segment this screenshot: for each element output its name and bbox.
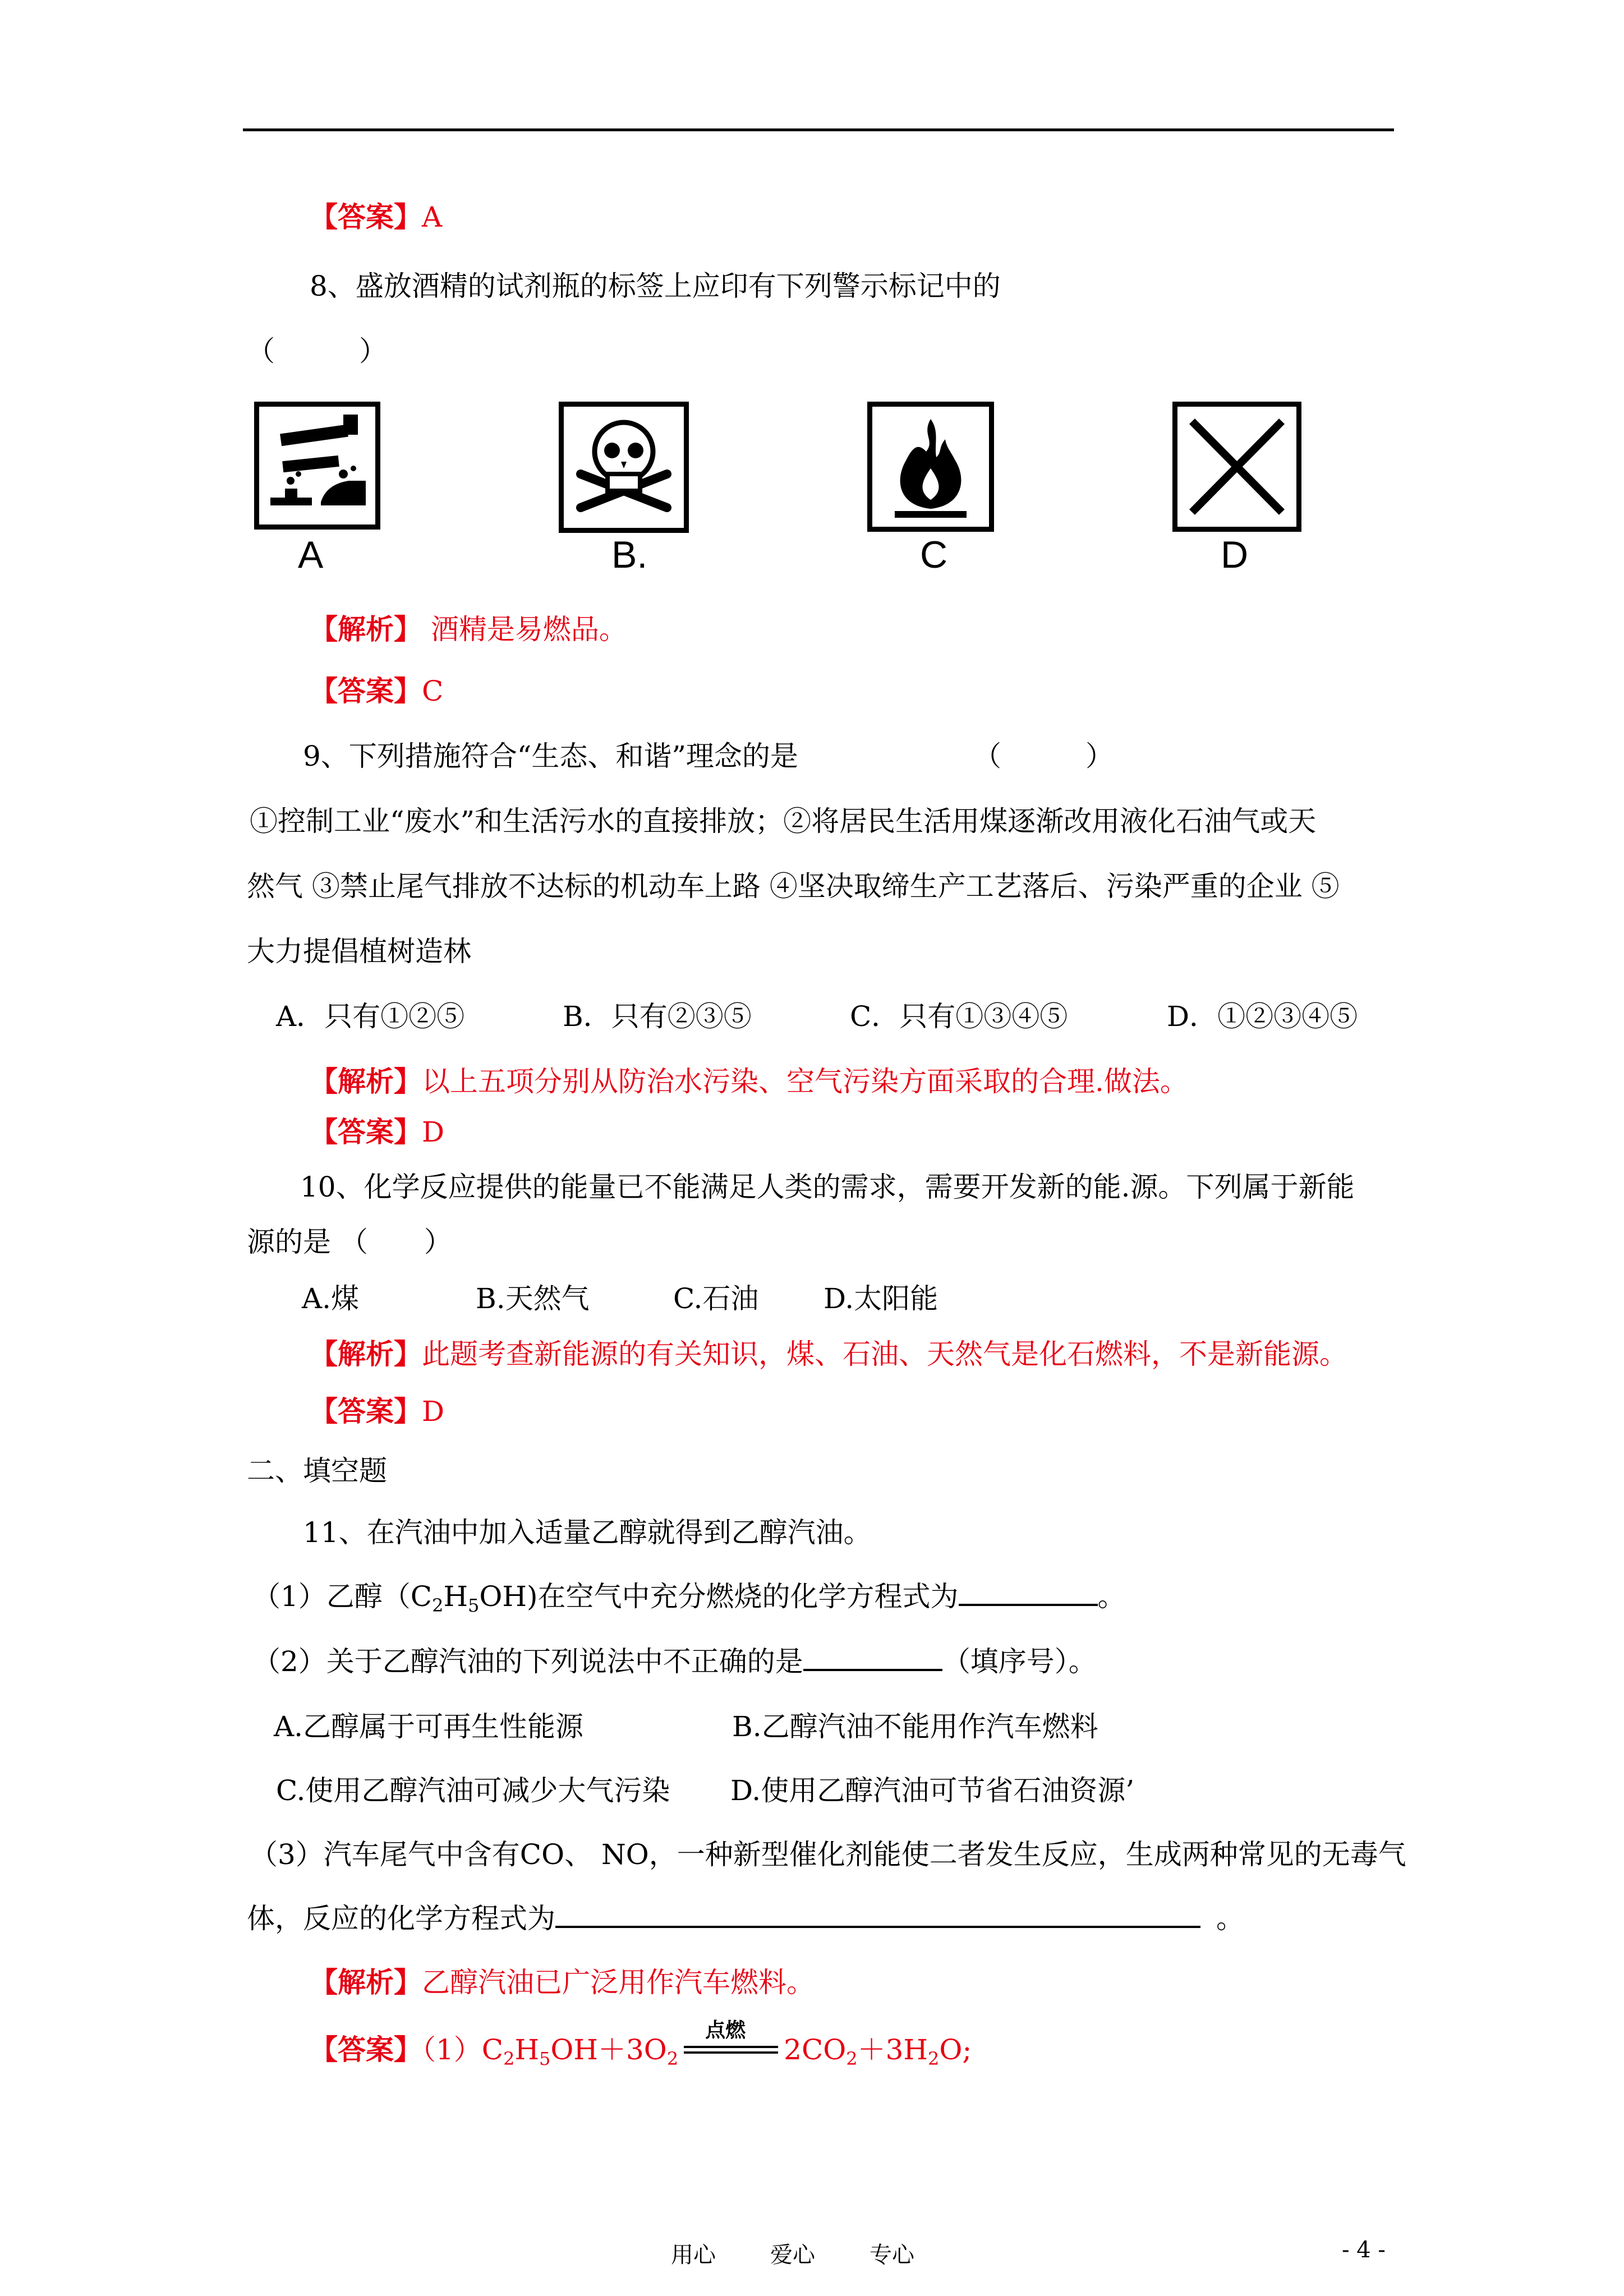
harmful-x-icon bbox=[1177, 407, 1296, 527]
option-c-letter: C bbox=[920, 533, 948, 576]
q9-analysis: 【解析】以上五项分别从防治水污染、空气污染方面采取的合理.做法。 bbox=[310, 1065, 1188, 1098]
q9-line3: 大力提倡植树造林 bbox=[247, 935, 471, 968]
q11-part3-line1: （3）汽车尾气中含有CO、 NO，一种新型催化剂能使二者发生反应，生成两种常见的无毒气 bbox=[250, 1838, 1406, 1871]
q10-line1: 10、化学反应提供的能量已不能满足人类的需求，需要开发新的能.源。下列属于新能 bbox=[300, 1171, 1355, 1203]
q9-answer: 【答案】D bbox=[310, 1115, 445, 1148]
q11-part1-blank[interactable] bbox=[959, 1581, 1098, 1606]
footer-word-2: 爱心 bbox=[770, 2242, 815, 2268]
q11-answer: 【答案】$(1)C_2H_5OH+3O_2$ 点燃 $2CO_2+3H_2O$; bbox=[310, 2018, 972, 2069]
reaction-condition: 点燃 bbox=[705, 2018, 746, 2042]
q8-answer: 【答案】C bbox=[310, 674, 444, 707]
q11-analysis: 【解析】乙醇汽油已广泛用作汽车燃料。 bbox=[310, 1966, 815, 1999]
skull-crossbones-icon bbox=[564, 407, 684, 528]
option-a-letter: A bbox=[298, 533, 324, 576]
q10-answer: 【答案】D bbox=[310, 1395, 445, 1428]
q11-option-c: C.使用乙醇汽油可减少大气污染 bbox=[276, 1774, 670, 1807]
q11-part1: （1）乙醇$(C_2H_5OH)$在空气中充分燃烧的化学方程式为 。 bbox=[252, 1580, 1126, 1616]
q11-stem: 11、在汽油中加入适量乙醇就得到乙醇汽油。 bbox=[303, 1516, 872, 1549]
reaction-arrow bbox=[684, 2018, 778, 2066]
q9-stem: 9、下列措施符合“生态、和谐”理念的是 bbox=[303, 740, 798, 772]
q10-option-d: D.太阳能 bbox=[823, 1282, 938, 1315]
page-number: - 4 - bbox=[1342, 2237, 1386, 2263]
q11-option-b: B.乙醇汽油不能用作汽车燃料 bbox=[732, 1710, 1098, 1743]
option-b-letter: B. bbox=[611, 533, 648, 576]
q11-part3-line2: 体，反应的化学方程式为 。 bbox=[247, 1902, 1244, 1935]
q8-paren: （ ） bbox=[247, 335, 387, 367]
footer-word-1: 用心 bbox=[671, 2242, 716, 2268]
q10-analysis: 【解析】此题考查新能源的有关知识，煤、石油、天然气是化石燃料，不是新能源。 bbox=[310, 1337, 1347, 1370]
footer-word-3: 专心 bbox=[869, 2242, 914, 2268]
q10-option-a: A.煤 bbox=[302, 1282, 360, 1315]
q7-answer: 【答案】A bbox=[310, 200, 443, 233]
q9-option-d: D．①②③④⑤ bbox=[1167, 1000, 1358, 1033]
q9-line1: ①控制工业“废水”和生活污水的直接排放；②将居民生活用煤逐渐改用液化石油气或天 bbox=[250, 805, 1317, 838]
q8-analysis: 【解析】 酒精是易燃品。 bbox=[310, 613, 627, 646]
flame-icon bbox=[872, 407, 989, 527]
q9-option-b: B．只有②③⑤ bbox=[563, 1000, 752, 1033]
option-d-letter: D bbox=[1221, 533, 1249, 576]
section-title: 二、填空题 bbox=[247, 1455, 387, 1487]
q9-paren: （ ） bbox=[973, 740, 1114, 772]
q9-option-c: C．只有①③④⑤ bbox=[850, 1000, 1068, 1033]
q10-line2: 源的是 （ ） bbox=[247, 1226, 452, 1258]
option-c-sign bbox=[867, 402, 994, 532]
q9-option-a: A．只有①②⑤ bbox=[276, 1000, 465, 1033]
q11-option-d: D.使用乙醇汽油可节省石油资源’ bbox=[730, 1774, 1135, 1807]
q11-part3-blank[interactable] bbox=[555, 1903, 1200, 1928]
option-d-sign bbox=[1172, 402, 1301, 532]
q10-option-c: C.石油 bbox=[673, 1282, 759, 1315]
corrosive-icon bbox=[259, 407, 375, 524]
q11-option-a: A.乙醇属于可再生性能源 bbox=[274, 1710, 584, 1743]
q11-part2: （2）关于乙醇汽油的下列说法中不正确的是 （填序号）。 bbox=[252, 1645, 1097, 1678]
q10-option-b: B.天然气 bbox=[476, 1282, 590, 1315]
q8-stem: 8、盛放酒精的试剂瓶的标签上应印有下列警示标记中的 bbox=[310, 270, 1001, 302]
header-rule bbox=[243, 128, 1394, 131]
q11-part2-blank[interactable] bbox=[803, 1646, 942, 1671]
option-b-sign bbox=[559, 402, 689, 533]
q9-line2: 然气 ③禁止尾气排放不达标的机动车上路 ④坚决取缔生产工艺落后、污染严重的企业 ⑤ bbox=[247, 870, 1340, 903]
option-a-sign bbox=[254, 402, 380, 530]
